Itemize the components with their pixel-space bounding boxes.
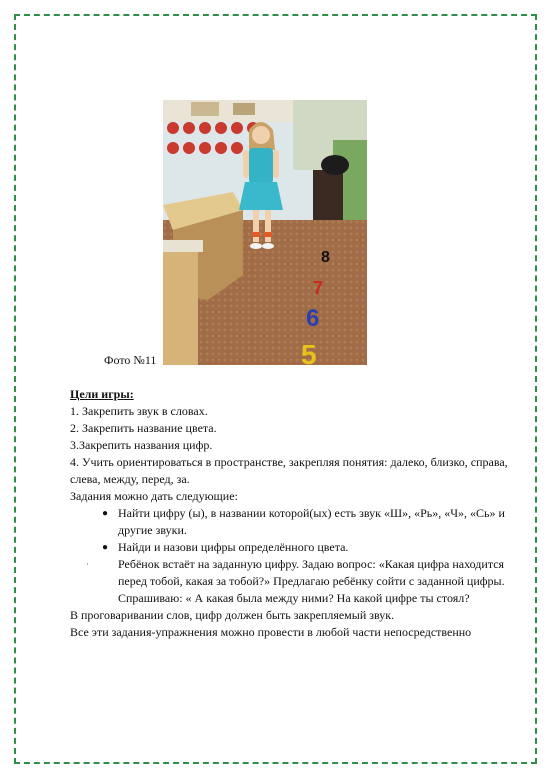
photo-illustration (163, 100, 367, 365)
photo-digit-7: 7 (313, 278, 324, 298)
photo-digit-6: 6 (306, 305, 320, 332)
task-item (102, 539, 520, 556)
photo-cabinet (163, 250, 198, 365)
sub-item-text: Ребёнок встаёт на заданную цифру. Задаю вопрос: «Какая цифра находится перед тобой, какая за тобой?» Предлагаю ребёнку сойти с заданной цифры. Спрашиваю: « А какая была между ними? На какой цифре ты стоял? (118, 557, 505, 605)
photo-chair (313, 170, 343, 220)
photo-digit-8: 8 (321, 249, 330, 266)
goal-item: 1. Закрепить звук в словах. (70, 404, 208, 418)
photo-box (191, 102, 219, 116)
goal-item: 3.Закрепить названия цифр. (70, 438, 213, 452)
photo (163, 100, 367, 365)
photo-box (233, 103, 255, 115)
task-list (70, 505, 520, 556)
goal-item: 2. Закрепить название цвета. (70, 421, 217, 435)
photo-bag (321, 155, 349, 175)
document-body (70, 386, 520, 641)
closing-line: В проговаривании слов, цифр должен быть закрепляемый звук. (70, 608, 395, 622)
task-text: Найди и назови цифры определённого цвета. (118, 540, 349, 554)
sub-item (70, 556, 520, 607)
task-text: Найти цифру (ы), в названии которой(ых) есть звук «Ш», «Рь», «Ч», «Сь» и другие звуки. (118, 506, 505, 537)
photo-digit-5: 5 (301, 339, 317, 365)
tasks-intro: Задания можно дать следующие: (70, 489, 238, 503)
goals-title: Цели игры: (70, 387, 134, 401)
bullet-icon: ● (102, 508, 109, 519)
sub-bullet-icon: · (86, 559, 89, 569)
goal-item: 4. Учить ориентироваться в пространстве, закрепляя понятия: далеко, близко, справа, слева, между, перед, за. (70, 455, 508, 486)
photo-caption: Фото №11 (104, 353, 157, 367)
closing-line: Все эти задания-упражнения можно провести в любой части непосредственно (70, 625, 472, 639)
task-item (102, 505, 520, 539)
photo-papers (163, 240, 203, 252)
bullet-icon: ● (102, 542, 109, 553)
